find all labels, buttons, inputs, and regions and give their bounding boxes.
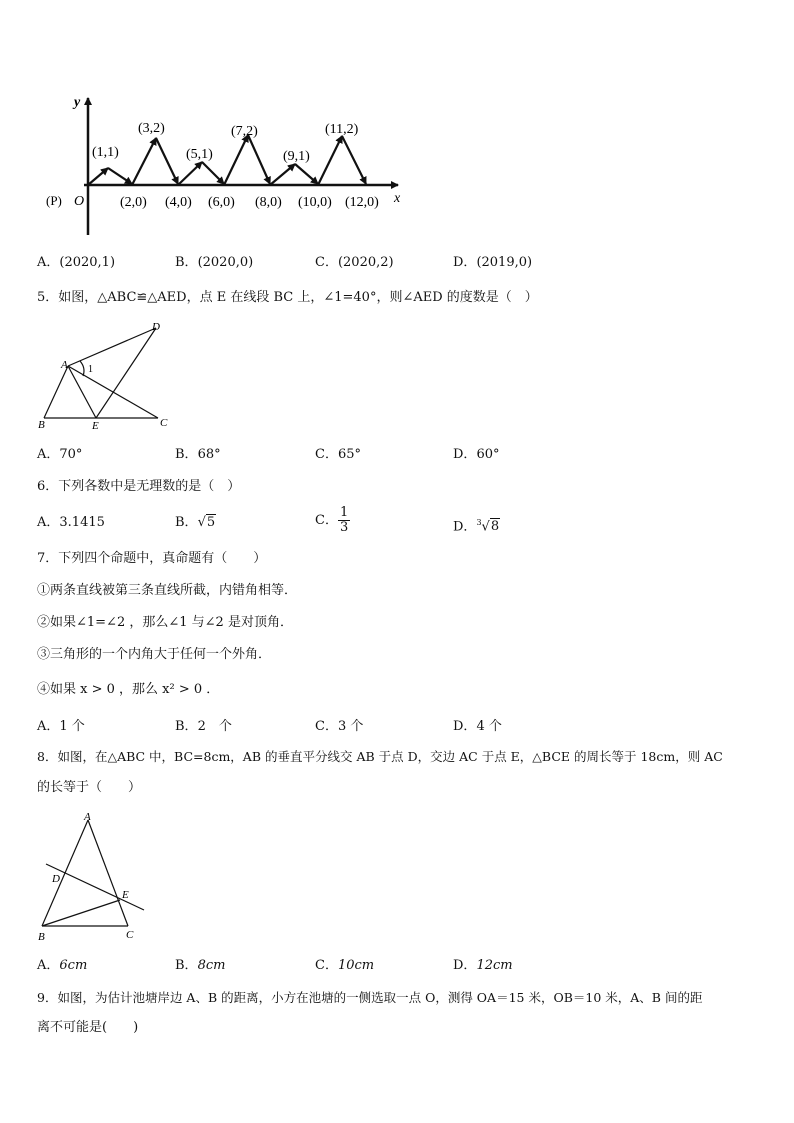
option-letter: B． xyxy=(175,515,198,530)
q5-option-d[interactable] xyxy=(453,446,499,464)
option-text: 4 个 xyxy=(476,719,502,734)
zigzag-coordinate-figure xyxy=(40,90,410,240)
point-label-6-0: (6,0) xyxy=(208,195,235,210)
q9-stem-line-2: 离不可能是( ) xyxy=(37,1020,139,1035)
q7-option-b[interactable] xyxy=(175,718,232,736)
root-index: 3 xyxy=(476,518,482,527)
option-letter: D． xyxy=(453,447,477,462)
option-letter: D． xyxy=(453,958,477,973)
point-label-3-2: (3,2) xyxy=(138,121,165,136)
q4-option-c[interactable] xyxy=(315,254,394,272)
q5-option-c[interactable] xyxy=(315,446,361,464)
point-label-12-0: (12,0) xyxy=(345,195,379,210)
point-label-5-1: (5,1) xyxy=(186,147,213,162)
option-text: 3 个 xyxy=(337,719,364,734)
option-text: (2020,0) xyxy=(197,255,254,270)
option-text: 12cm xyxy=(476,958,513,973)
option-text: (2020,1) xyxy=(59,255,116,270)
q5-option-b[interactable] xyxy=(175,446,221,464)
q7-item-4: ④如果 x > 0 ，那么 x² > 0 ． xyxy=(37,682,220,697)
point-label-1-1: (1,1) xyxy=(92,145,119,160)
option-letter: B． xyxy=(175,255,198,270)
q5-label-b: B xyxy=(38,419,45,431)
option-text: 60° xyxy=(476,447,500,462)
radicand: 8 xyxy=(490,519,500,535)
sqrt-5: √5 xyxy=(197,515,216,530)
point-label-11-2: (11,2) xyxy=(325,122,359,137)
option-letter: B． xyxy=(175,719,198,734)
q5-label-c: C xyxy=(160,417,168,429)
point-label-4-0: (4,0) xyxy=(165,195,192,210)
option-text: (2019,0) xyxy=(476,255,533,270)
q8-label-c: C xyxy=(126,929,134,941)
q7-option-c[interactable] xyxy=(315,718,363,736)
y-axis-label: y xyxy=(74,95,81,110)
q5-label-angle-1: 1 xyxy=(88,364,93,375)
p-label: (P) xyxy=(46,193,62,208)
fraction-denominator: 3 xyxy=(339,520,349,535)
q6-option-a[interactable] xyxy=(37,514,105,532)
option-letter: A． xyxy=(37,255,60,270)
origin-label: O xyxy=(74,194,85,209)
option-text: 70° xyxy=(59,447,83,462)
q5-label-a: A xyxy=(61,359,68,371)
q8-label-b: B xyxy=(38,931,45,943)
option-letter: A． xyxy=(37,447,60,462)
q5-stem: 5．如图，△ABC≌△AED，点 E 在线段 BC 上，∠1=40°，则∠AED 的度数是（ ） xyxy=(37,290,538,305)
q5-triangle-figure xyxy=(36,318,186,433)
q8-label-a: A xyxy=(84,811,91,823)
q8-option-c[interactable] xyxy=(315,957,374,975)
q8-triangle-figure xyxy=(36,808,156,943)
q9-stem-line-1: 9．如图，为估计池塘岸边 A、B 的距离，小方在池塘的一侧选取一点 O，测得 OA＝15 米，OB＝10 米，A、B 间的距 xyxy=(37,990,703,1005)
q7-option-d[interactable] xyxy=(453,718,502,736)
q5-option-a[interactable] xyxy=(37,446,82,464)
point-label-10-0: (10,0) xyxy=(298,195,332,210)
option-text: 10cm xyxy=(337,958,375,973)
option-text: 2 个 xyxy=(197,719,232,734)
option-letter: D． xyxy=(453,719,477,734)
q5-label-e: E xyxy=(92,420,99,432)
option-text: 68° xyxy=(197,447,221,462)
q8-label-e: E xyxy=(122,889,129,901)
option-text: 1 个 xyxy=(59,719,85,734)
option-letter: C． xyxy=(315,958,338,973)
q4-option-d[interactable] xyxy=(453,254,532,272)
q6-option-c[interactable] xyxy=(315,506,350,535)
q5-label-d: D xyxy=(152,321,160,333)
option-letter: D． xyxy=(453,255,477,270)
q8-option-b[interactable] xyxy=(175,957,225,975)
option-text: 3.1415 xyxy=(59,515,105,530)
option-text: 8cm xyxy=(197,958,226,973)
q4-option-a[interactable] xyxy=(37,254,115,272)
option-letter: D． xyxy=(453,519,477,535)
radicand: 5 xyxy=(206,515,216,530)
q7-stem: 7．下列四个命题中，真命题有（ ） xyxy=(37,551,267,566)
option-text: 6cm xyxy=(59,958,88,973)
x-axis-label: x xyxy=(394,191,401,206)
q8-label-d: D xyxy=(52,873,60,885)
cube-root-8: $^3$√8 xyxy=(476,518,500,535)
q8-option-a[interactable] xyxy=(37,957,87,975)
q4-option-b[interactable] xyxy=(175,254,253,272)
point-label-7-2: (7,2) xyxy=(231,124,258,139)
option-letter: C． xyxy=(315,513,338,528)
fraction-one-third xyxy=(338,506,350,535)
option-letter: A． xyxy=(37,515,60,530)
option-letter: C． xyxy=(315,447,338,462)
q7-item-1: ①两条直线被第三条直线所截，内错角相等． xyxy=(37,583,298,598)
point-label-9-1: (9,1) xyxy=(283,149,310,164)
option-letter: C． xyxy=(315,255,338,270)
q6-stem: 6．下列各数中是无理数的是（ ） xyxy=(37,479,241,494)
q7-option-a[interactable] xyxy=(37,718,85,736)
q8-option-d[interactable] xyxy=(453,957,513,975)
q7-item-2: ②如果∠1=∠2 ，那么∠1 与∠2 是对顶角． xyxy=(37,615,293,630)
q8-stem-line-1: 8．如图，在△ABC 中，BC=8cm，AB 的垂直平分线交 AB 于点 D，交边 AC 于点 E，△BCE 的周长等于 18cm，则 AC xyxy=(37,749,723,764)
option-text: 65° xyxy=(337,447,361,462)
point-label-8-0: (8,0) xyxy=(255,195,282,210)
option-text: (2020,2) xyxy=(337,255,394,270)
option-letter: A． xyxy=(37,719,60,734)
fraction-numerator: 1 xyxy=(339,505,349,520)
q6-option-b[interactable] xyxy=(175,514,216,532)
option-letter: A． xyxy=(37,958,60,973)
option-letter: B． xyxy=(175,958,198,973)
q7-item-3: ③三角形的一个内角大于任何一个外角． xyxy=(37,647,272,662)
point-label-2-0: (2,0) xyxy=(120,195,147,210)
zigzag-path xyxy=(88,135,366,185)
option-letter: C． xyxy=(315,719,338,734)
q6-option-d[interactable] xyxy=(453,514,500,536)
option-letter: B． xyxy=(175,447,198,462)
q8-stem-line-2: 的长等于（ ） xyxy=(37,780,142,795)
